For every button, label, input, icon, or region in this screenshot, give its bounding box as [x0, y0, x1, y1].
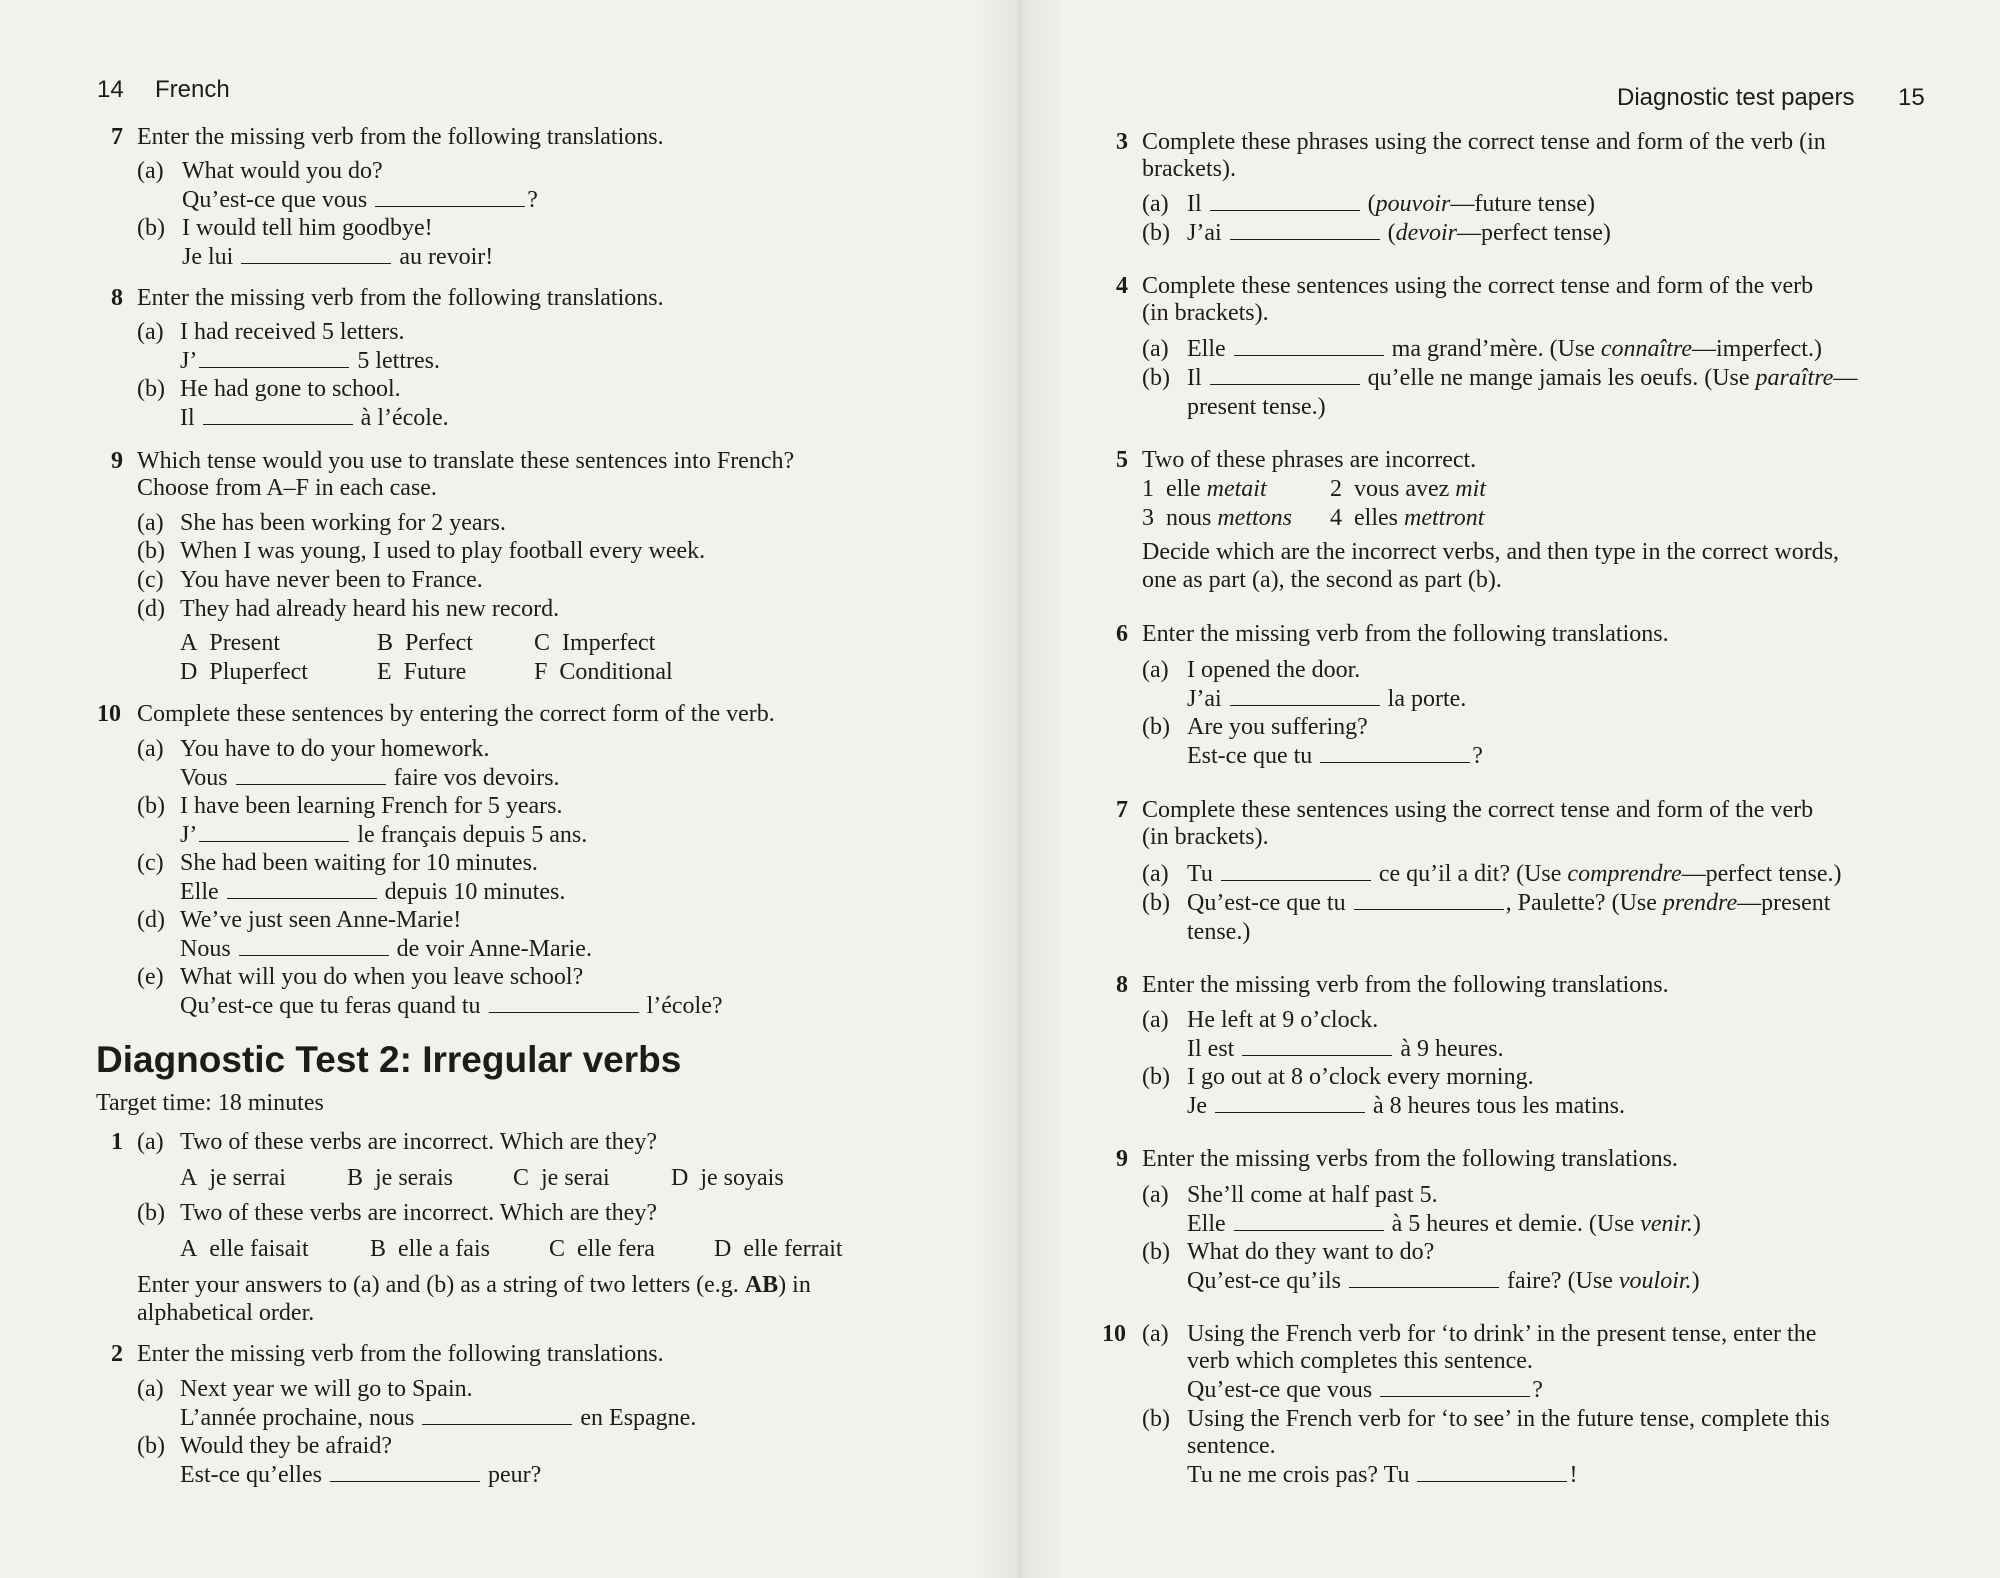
question-number: 1	[111, 1129, 123, 1155]
question-prompt: (in brackets).	[1142, 300, 1269, 326]
item-label: (a)	[1142, 861, 1169, 887]
french-sentence: Qu’est-ce que vous ?	[1187, 1377, 1543, 1403]
question-prompt: Enter the missing verbs from the following translations.	[1142, 1146, 1678, 1172]
page-number-right: 15	[1898, 84, 1925, 111]
verb-option: B elle a fais	[370, 1236, 490, 1262]
phrase-option: 4 elles mettront	[1330, 505, 1485, 531]
answer-blank[interactable]	[489, 993, 639, 1013]
item-label: (a)	[1142, 336, 1169, 362]
item-label: (a)	[137, 510, 164, 536]
french-sentence: Il est à 9 heures.	[1187, 1036, 1504, 1062]
tense-option: C Imperfect	[534, 630, 656, 656]
right-page	[1000, 0, 2000, 1578]
question-prompt: Two of these verbs are incorrect. Which are they?	[180, 1200, 657, 1226]
english-sentence: Next year we will go to Spain.	[180, 1376, 473, 1402]
item-label: (c)	[137, 567, 164, 593]
french-sentence: Nous de voir Anne-Marie.	[180, 936, 592, 962]
item-label: (a)	[137, 736, 164, 762]
english-sentence: He had gone to school.	[180, 376, 401, 402]
french-sentence: Qu’est-ce que vous ?	[182, 187, 538, 213]
english-sentence: I had received 5 letters.	[180, 319, 405, 345]
question-prompt: Choose from A–F in each case.	[137, 475, 437, 501]
item-label: (d)	[137, 596, 165, 622]
answer-blank[interactable]	[1349, 1268, 1499, 1288]
english-sentence: She’ll come at half past 5.	[1187, 1182, 1438, 1208]
tense-option: B Perfect	[377, 630, 473, 656]
tense-option: D Pluperfect	[180, 659, 308, 685]
question-number: 9	[111, 448, 123, 474]
question-number: 10	[97, 701, 121, 727]
item-label: (a)	[137, 1129, 164, 1155]
question-number: 9	[1116, 1146, 1128, 1172]
french-sentence: present tense.)	[1187, 394, 1326, 420]
french-sentence: Elle depuis 10 minutes.	[180, 879, 566, 905]
french-sentence: Qu’est-ce que tu , Paulette? (Use prendre—present	[1187, 890, 1831, 916]
item-label: (a)	[1142, 191, 1169, 217]
question-prompt: Enter the missing verb from the following translations.	[1142, 621, 1669, 647]
english-sentence: You have never been to France.	[180, 567, 483, 593]
item-label: (a)	[1142, 657, 1169, 683]
french-sentence: Elle à 5 heures et demie. (Use venir.)	[1187, 1211, 1701, 1237]
answer-blank[interactable]	[1320, 743, 1470, 763]
answer-blank[interactable]	[199, 348, 349, 368]
answer-blank[interactable]	[239, 936, 389, 956]
french-sentence: Tu ne me crois pas? Tu !	[1187, 1462, 1578, 1488]
french-sentence: Est-ce qu’elles peur?	[180, 1462, 542, 1488]
question-prompt: Complete these sentences using the correct tense and form of the verb	[1142, 797, 1814, 823]
question-number: 4	[1116, 273, 1128, 299]
english-sentence: He left at 9 o’clock.	[1187, 1007, 1379, 1033]
question-number: 10	[1102, 1321, 1126, 1347]
french-sentence: J’ai (devoir—perfect tense)	[1187, 220, 1611, 246]
item-label: (b)	[1142, 1064, 1170, 1090]
section-heading: Diagnostic Test 2: Irregular verbs	[96, 1039, 682, 1080]
french-sentence: Je lui au revoir!	[182, 244, 494, 270]
answer-blank[interactable]	[1210, 365, 1360, 385]
english-sentence: When I was young, I used to play football every week.	[180, 538, 706, 564]
verb-option: B je serais	[347, 1165, 453, 1191]
answer-blank[interactable]	[227, 879, 377, 899]
french-sentence: Vous faire vos devoirs.	[180, 765, 560, 791]
verb-option: A je serrai	[180, 1165, 286, 1191]
item-label: (a)	[1142, 1007, 1169, 1033]
french-sentence: Il (pouvoir—future tense)	[1187, 191, 1595, 217]
question-prompt: Enter the missing verb from the following translations.	[1142, 972, 1669, 998]
verb-option: D elle ferrait	[714, 1236, 843, 1262]
english-sentence: They had already heard his new record.	[180, 596, 560, 622]
french-sentence: Qu’est-ce qu’ils faire? (Use vouloir.)	[1187, 1268, 1700, 1294]
french-sentence: J’ai la porte.	[1187, 686, 1467, 712]
question-prompt: Two of these verbs are incorrect. Which are they?	[180, 1129, 657, 1155]
question-prompt: verb which completes this sentence.	[1187, 1348, 1533, 1374]
item-label: (b)	[137, 793, 165, 819]
item-label: (b)	[1142, 890, 1170, 916]
item-label: (b)	[137, 215, 165, 241]
question-number: 8	[111, 285, 123, 311]
english-sentence: What do they want to do?	[1187, 1239, 1435, 1265]
answer-blank[interactable]	[1380, 1377, 1530, 1397]
french-sentence: Il qu’elle ne mange jamais les oeufs. (Use paraître—	[1187, 365, 1858, 391]
question-prompt: Enter the missing verb from the following translations.	[137, 1341, 664, 1367]
verb-option: A elle faisait	[180, 1236, 309, 1262]
answer-blank[interactable]	[1210, 191, 1360, 211]
answer-blank[interactable]	[1230, 220, 1380, 240]
question-prompt: Using the French verb for ‘to drink’ in the present tense, enter the	[1187, 1321, 1817, 1347]
answer-blank[interactable]	[1230, 686, 1380, 706]
french-sentence: tense.)	[1187, 919, 1251, 945]
question-prompt: Complete these sentences by entering the correct form of the verb.	[137, 701, 775, 727]
instruction-text: Enter your answers to (a) and (b) as a string of two letters (e.g. AB) in	[137, 1272, 811, 1298]
verb-option: D je soyais	[671, 1165, 784, 1191]
item-label: (b)	[1142, 365, 1170, 391]
english-sentence: Would they be afraid?	[180, 1433, 392, 1459]
answer-blank[interactable]	[199, 822, 349, 842]
instruction-text: one as part (a), the second as part (b).	[1142, 567, 1502, 593]
question-prompt: Which tense would you use to translate these sentences into French?	[137, 448, 795, 474]
phrase-option: 2 vous avez mit	[1330, 476, 1486, 502]
verb-option: C je serai	[513, 1165, 610, 1191]
english-sentence: What would you do?	[182, 158, 383, 184]
item-label: (a)	[137, 158, 164, 184]
item-label: (b)	[1142, 220, 1170, 246]
tense-option: A Present	[180, 630, 280, 656]
answer-blank[interactable]	[241, 244, 391, 264]
french-sentence: Est-ce que tu ?	[1187, 743, 1483, 769]
section-title: Diagnostic test papers	[1617, 84, 1855, 111]
question-number: 6	[1116, 621, 1128, 647]
answer-blank[interactable]	[236, 765, 386, 785]
question-number: 2	[111, 1341, 123, 1367]
tense-option: F Conditional	[534, 659, 673, 685]
item-label: (b)	[1142, 714, 1170, 740]
answer-blank[interactable]	[1354, 890, 1504, 910]
answer-blank[interactable]	[330, 1462, 480, 1482]
english-sentence: I opened the door.	[1187, 657, 1361, 683]
answer-blank[interactable]	[1234, 336, 1384, 356]
english-sentence: You have to do your homework.	[180, 736, 490, 762]
instruction-text: Decide which are the incorrect verbs, and then type in the correct words,	[1142, 539, 1840, 565]
question-prompt: brackets).	[1142, 156, 1236, 182]
book-title: French	[155, 76, 230, 103]
french-sentence: Je à 8 heures tous les matins.	[1187, 1093, 1625, 1119]
question-prompt: Enter the missing verb from the following translations.	[137, 124, 664, 150]
question-number: 5	[1116, 447, 1128, 473]
english-sentence: I have been learning French for 5 years.	[180, 793, 563, 819]
question-prompt: (in brackets).	[1142, 824, 1269, 850]
french-sentence: Qu’est-ce que tu feras quand tu l’école?	[180, 993, 723, 1019]
item-label: (b)	[137, 376, 165, 402]
verb-option: C elle fera	[549, 1236, 655, 1262]
question-prompt: Complete these sentences using the correct tense and form of the verb	[1142, 273, 1814, 299]
english-sentence: She has been working for 2 years.	[180, 510, 506, 536]
item-label: (a)	[137, 1376, 164, 1402]
english-sentence: She had been waiting for 10 minutes.	[180, 850, 538, 876]
answer-blank[interactable]	[1234, 1211, 1384, 1231]
question-number: 3	[1116, 129, 1128, 155]
page-number-left: 14	[97, 76, 124, 103]
answer-blank[interactable]	[1221, 861, 1371, 881]
question-prompt: Two of these phrases are incorrect.	[1142, 447, 1477, 473]
english-sentence: What will you do when you leave school?	[180, 964, 584, 990]
item-label: (a)	[1142, 1321, 1169, 1347]
question-number: 7	[1116, 797, 1128, 823]
question-prompt: Using the French verb for ‘to see’ in the future tense, complete this	[1187, 1406, 1830, 1432]
answer-blank[interactable]	[1215, 1093, 1365, 1113]
question-number: 7	[111, 124, 123, 150]
phrase-option: 3 nous mettons	[1142, 505, 1293, 531]
tense-option: E Future	[377, 659, 467, 685]
item-label: (b)	[137, 1433, 165, 1459]
item-label: (e)	[137, 964, 164, 990]
item-label: (c)	[137, 850, 164, 876]
instruction-text: alphabetical order.	[137, 1300, 315, 1326]
french-sentence: J’ 5 lettres.	[180, 348, 440, 374]
item-label: (a)	[1142, 1182, 1169, 1208]
english-sentence: I would tell him goodbye!	[182, 215, 433, 241]
french-sentence: L’année prochaine, nous en Espagne.	[180, 1405, 697, 1431]
french-sentence: J’ le français depuis 5 ans.	[180, 822, 588, 848]
question-prompt: Enter the missing verb from the following translations.	[137, 285, 664, 311]
item-label: (d)	[137, 907, 165, 933]
item-label: (b)	[137, 1200, 165, 1226]
question-prompt: Complete these phrases using the correct tense and form of the verb (in	[1142, 129, 1826, 155]
english-sentence: I go out at 8 o’clock every morning.	[1187, 1064, 1534, 1090]
english-sentence: We’ve just seen Anne-Marie!	[180, 907, 462, 933]
answer-blank[interactable]	[422, 1405, 572, 1425]
answer-blank[interactable]	[375, 187, 525, 207]
english-sentence: Are you suffering?	[1187, 714, 1368, 740]
answer-blank[interactable]	[1242, 1036, 1392, 1056]
french-sentence: Il à l’école.	[180, 405, 449, 431]
answer-blank[interactable]	[1417, 1462, 1567, 1482]
question-prompt: sentence.	[1187, 1433, 1276, 1459]
target-time: Target time: 18 minutes	[96, 1090, 324, 1116]
french-sentence: Elle ma grand’mère. (Use connaître—imperfect.)	[1187, 336, 1822, 362]
answer-blank[interactable]	[203, 405, 353, 425]
question-number: 8	[1116, 972, 1128, 998]
phrase-option: 1 elle metait	[1142, 476, 1267, 502]
item-label: (b)	[1142, 1239, 1170, 1265]
french-sentence: Tu ce qu’il a dit? (Use comprendre—perfect tense.)	[1187, 861, 1842, 887]
item-label: (b)	[137, 538, 165, 564]
item-label: (a)	[137, 319, 164, 345]
item-label: (b)	[1142, 1406, 1170, 1432]
